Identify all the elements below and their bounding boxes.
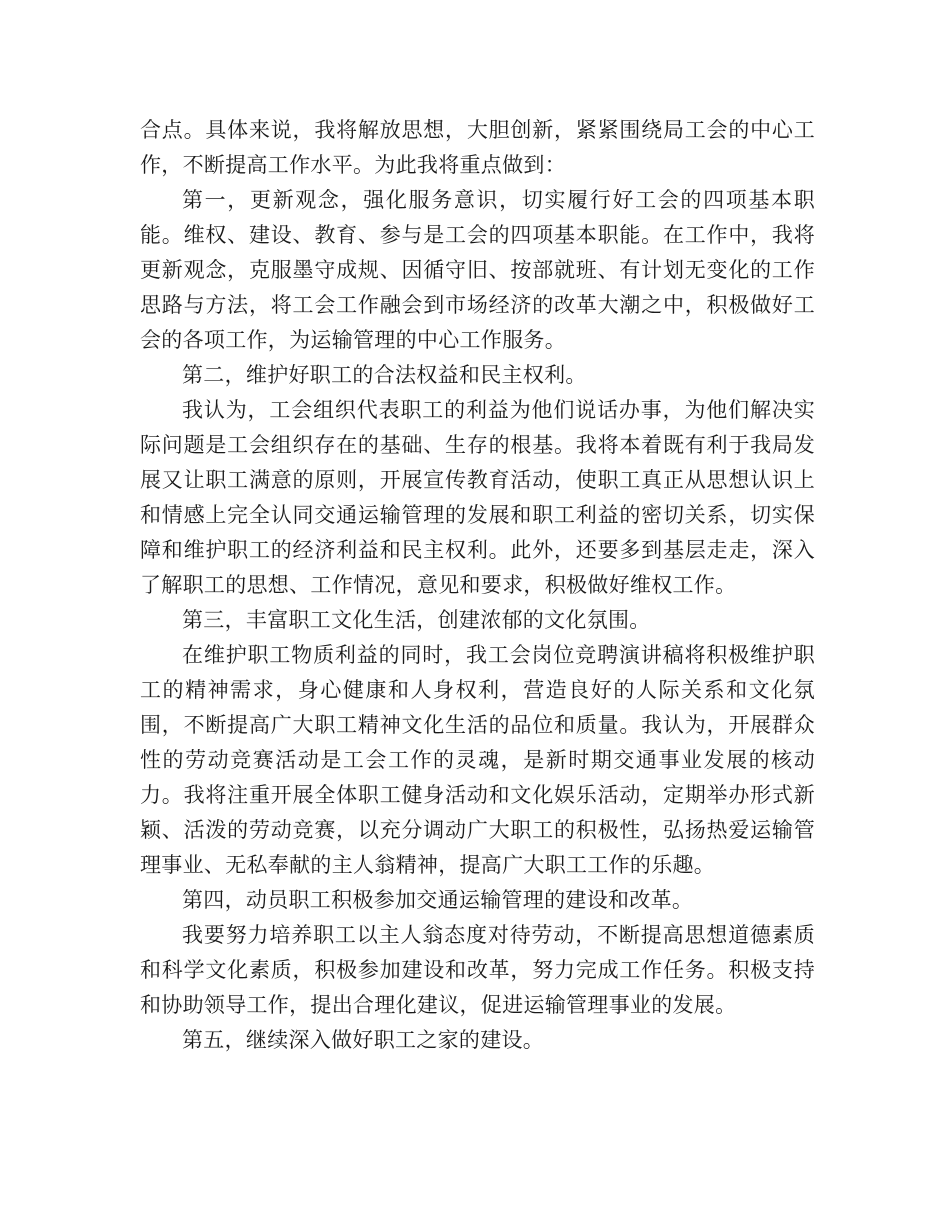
document-body	[140, 113, 815, 1058]
paragraph-9: 第五，继续深入做好职工之家的建设。	[182, 1028, 545, 1052]
paragraph-1: 合点。具体来说，我将解放思想，大胆创新，紧紧围绕局工会的中心工作，不断提高工作水平。为此我将重点做到：	[140, 118, 815, 177]
paragraph-8: 我要努力培养职工以主人翁态度对待劳动，不断提高思想道德素质和科学文化素质，积极参加建设和改革，努力完成工作任务。积极支持和协助领导工作，提出合理化建议，促进运输管理事业的发展。	[140, 923, 815, 1017]
paragraph-4: 我认为，工会组织代表职工的利益为他们说话办事，为他们解决实际问题是工会组织存在的基础、生存的根基。我将本着既有利于我局发展又让职工满意的原则，开展宣传教育活动，使职工真正从思想认识上和情感上完全认同交通运输管理的发展和职工利益的密切关系，切实保障和维护职工的经济利益和民主权利。此外，还要多到基层走走，深入了解职工的思想、工作情况，意见和要求，积极做好维权工作。	[140, 398, 815, 597]
paragraph-3: 第二，维护好职工的合法权益和民主权利。	[182, 363, 587, 387]
paragraph-2: 第一，更新观念，强化服务意识，切实履行好工会的四项基本职能。维权、建设、教育、参与是工会的四项基本职能。在工作中，我将更新观念，克服墨守成规、因循守旧、按部就班、有计划无变化的工作思路与方法，将工会工作融会到市场经济的改革大潮之中，积极做好工会的各项工作，为运输管理的中心工作服务。	[140, 188, 815, 352]
paragraph-5: 第三，丰富职工文化生活，创建浓郁的文化氛围。	[182, 608, 651, 632]
paragraph-6: 在维护职工物质利益的同时，我工会岗位竞聘演讲稿将积极维护职工的精神需求，身心健康和人身权利，营造良好的人际关系和文化氛围，不断提高广大职工精神文化生活的品位和质量。我认为，开展群众性的劳动竞赛活动是工会工作的灵魂，是新时期交通事业发展的核动力。我将注重开展全体职工健身活动和文化娱乐活动，定期举办形式新颖、活泼的劳动竞赛，以充分调动广大职工的积极性，弘扬热爱运输管理事业、无私奉献的主人翁精神，提高广大职工工作的乐趣。	[140, 643, 815, 877]
paragraph-7: 第四，动员职工积极参加交通运输管理的建设和改革。	[182, 888, 694, 912]
